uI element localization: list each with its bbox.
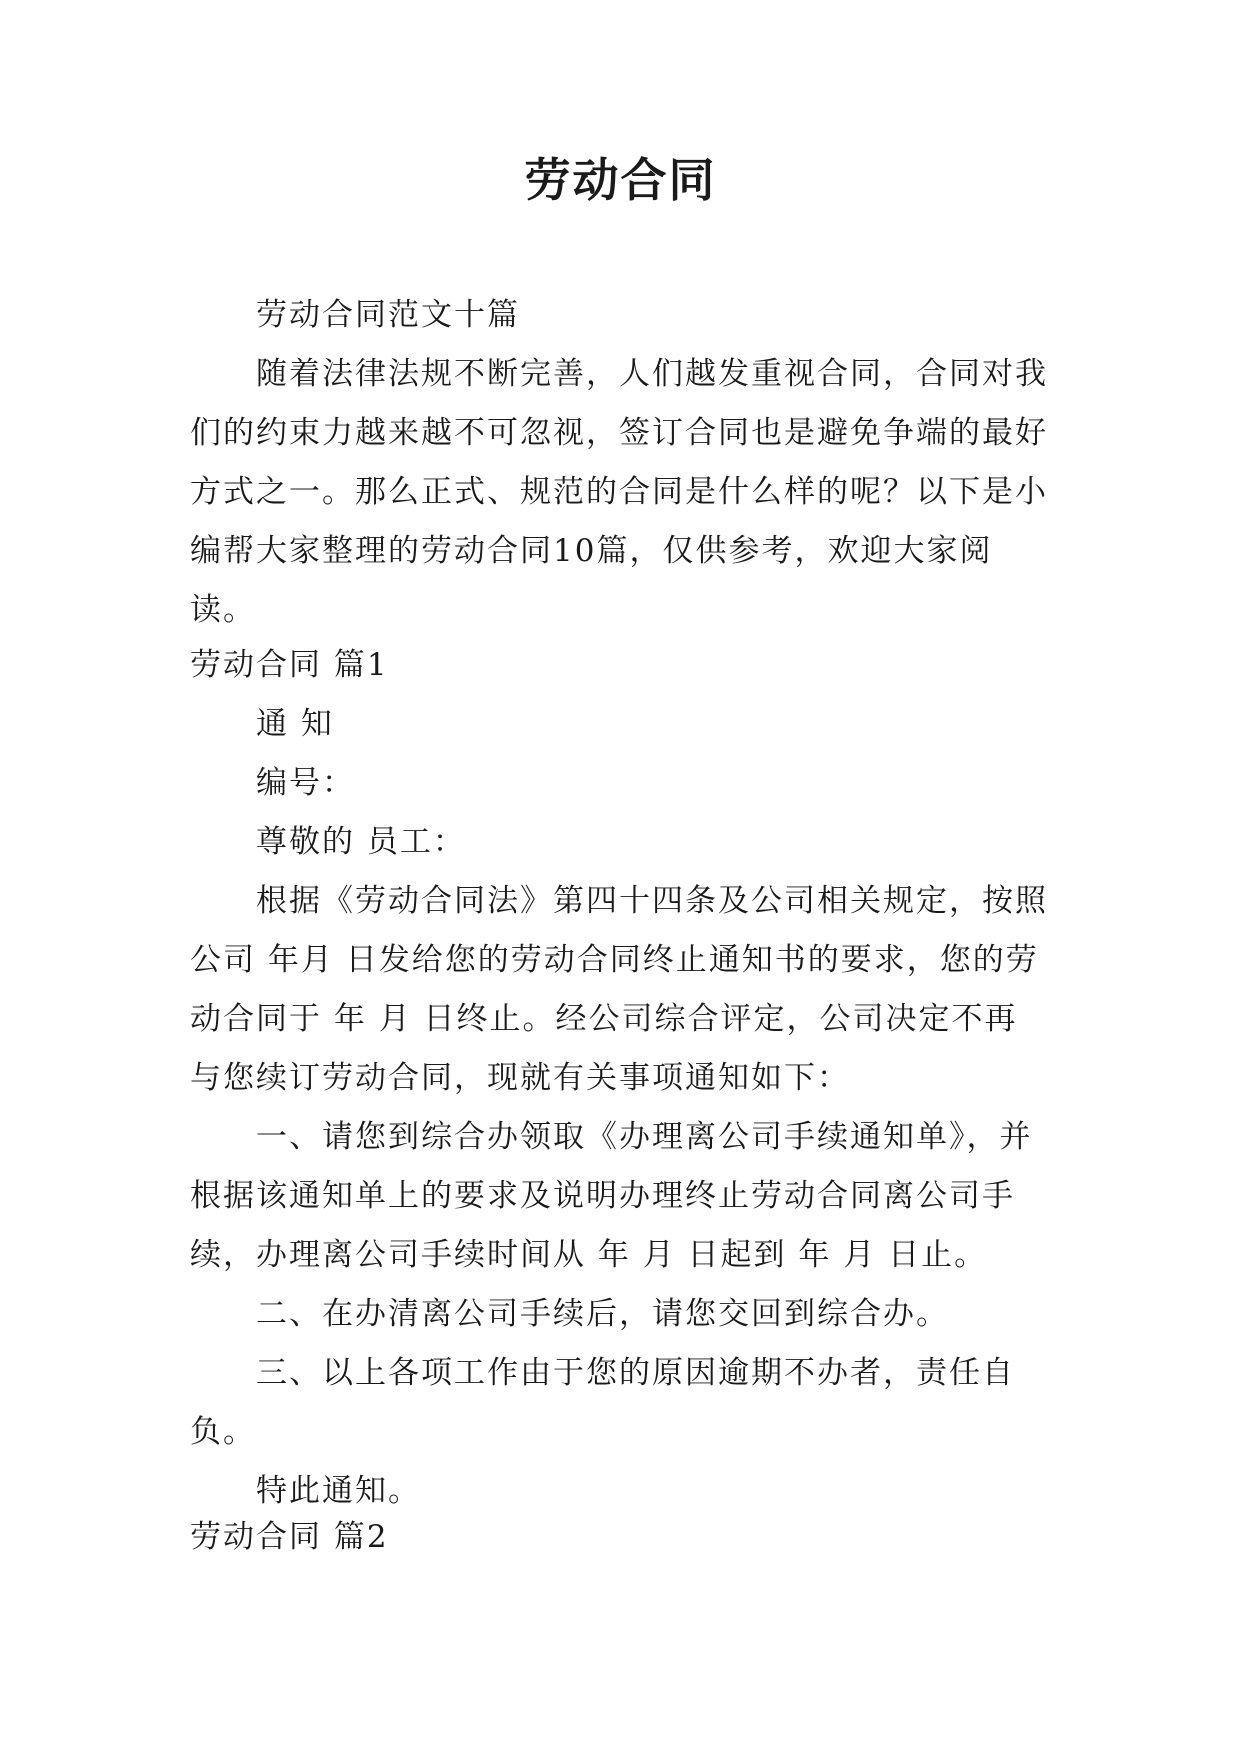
number-label: 编号： (256, 765, 355, 801)
notice-paragraph: 根据《劳动合同法》第四十四条及公司相关规定，按照公司 年月 日发给您的劳动合同终止通知书的要求，您的劳动合同于 年 月 日终止。经公司综合评定，公司决定不再与您续订劳动合同，现就有关事项通知如下： (190, 883, 1048, 1096)
intro-paragraph: 随着法律法规不断完善，人们越发重视合同，合同对我们的约束力越来越不可忽视，签订合同也是避免争端的最好方式之一。那么正式、规范的合同是什么样的呢？以下是小编帮大家整理的劳动合同10篇，仅供参考，欢迎大家阅读。 (190, 356, 1048, 628)
notice-closing: 特此通知。 (256, 1473, 421, 1509)
intro-block (190, 286, 1050, 640)
intro-subtitle: 劳动合同范文十篇 (256, 297, 520, 333)
notice-item-2: 二、在办清离公司手续后，请您交回到综合办。 (256, 1296, 949, 1332)
notice-title: 通 知 (256, 706, 334, 742)
section-1 (190, 636, 1050, 1521)
section-2 (190, 1508, 1050, 1567)
section-2-heading: 劳动合同 篇2 (190, 1519, 389, 1555)
notice-item-1: 一、请您到综合办领取《办理离公司手续通知单》，并根据该通知单上的要求及说明办理终止劳动合同离公司手续，办理离公司手续时间从 年 月 日起到 年 月 日止。 (190, 1119, 1033, 1273)
document-title: 劳动合同 (524, 153, 717, 207)
section-1-heading: 劳动合同 篇1 (190, 647, 389, 683)
notice-item-3: 三、以上各项工作由于您的原因逾期不办者，责任自负。 (190, 1355, 1015, 1450)
salutation: 尊敬的 员工： (256, 824, 466, 860)
